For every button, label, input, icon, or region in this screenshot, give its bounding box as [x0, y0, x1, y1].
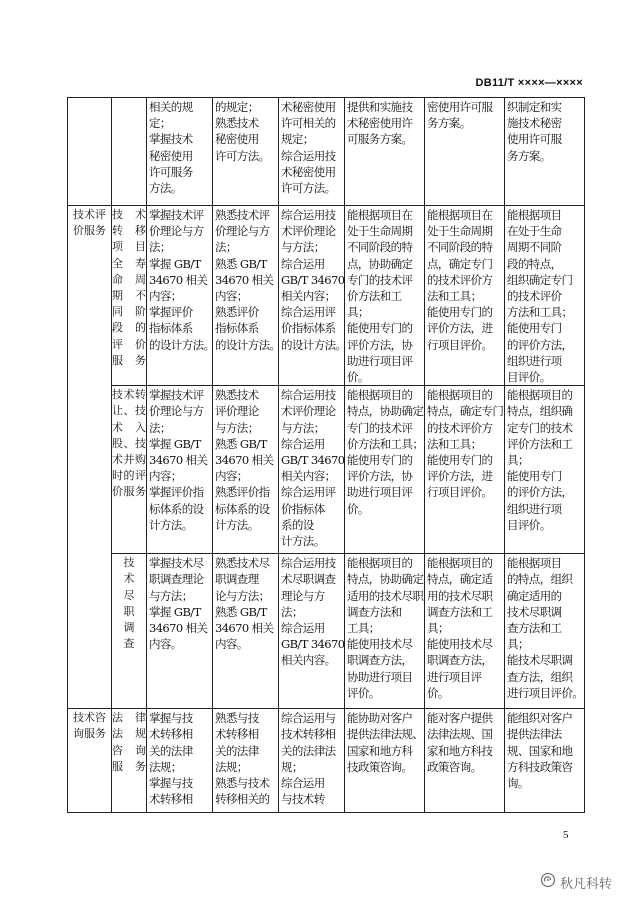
level-cell-1: 掌握技术尽 职调查理论 与方法； 掌握 GB/T 34670 相关 内容。	[147, 554, 213, 709]
watermark	[540, 873, 612, 891]
level-cell-3: 综合运用技 术评价理论 与方法； 综合运用 GB/T 34670 相关内容； 综合运用评 价指标体系 的设计方法。	[279, 206, 345, 386]
level-cell-3: 综合运用与 技术转移相 关的法律法 规； 综合运用 与技术转	[279, 709, 345, 813]
table-row	[68, 709, 585, 813]
level-cell-5: 能根据项目在 处于生命周期 不同阶段的特 点，确定专门 的技术评价方 法和工具； 能使用专门的 评价方法，进 行项目评价。	[425, 206, 505, 386]
table-row	[68, 554, 585, 709]
table-row	[68, 98, 585, 206]
level-cell-4: 能根据项目的 特点，协助确定 专门的技术评 价方法和工具； 能使用专门的 评价方法，协 助进行项目评 价。	[345, 386, 425, 554]
level-cell-5: 密使用许可服 务方案。	[425, 98, 505, 206]
level-cell-4: 提供和实施技 术秘密使用许 可服务方案。	[345, 98, 425, 206]
level-cell-6: 能根据项目 在处于生命 周期不同阶 段的特点， 组织确定专门 的技术评价 方法和工具； 能使用专门 的评价方法， 组织进行项 目评价。	[505, 206, 585, 386]
level-cell-4: 能根据项目的 特点，协助确定 适用的技术尽职 调查方法和 工具； 能使用技术尽 职调查方法， 协助进行项目 评价。	[345, 554, 425, 709]
level-cell-1: 相关的规 定； 掌握技术 秘密使用 许可服务 方法。	[147, 98, 213, 206]
document-code: DB11/T ××××—××××	[475, 77, 583, 89]
category-cell: 技术咨 询服务	[68, 709, 112, 813]
service-item-cell: 技术 转移 项目 全寿 命周 期不 同阶 段的 评价 服务	[112, 206, 147, 386]
service-item-cell: 技 术 尽 职 调 查	[112, 554, 147, 709]
level-cell-1: 掌握技术评 价理论与方 法； 掌握 GB/T 34670 相关 内容； 掌握评价指 标体系的设 计方法。	[147, 386, 213, 554]
service-item-cell: 法律 法规 咨询 服务	[112, 709, 147, 813]
service-item-cell: 技术转 让、技 术入 股、技 术并购 时的评 价服务	[112, 386, 147, 554]
level-cell-5: 能根据项目的 特点，确定适 用的技术尽职 调查方法和工 具； 能使用技术尽 职调查方法， 进行项目评 价。	[425, 554, 505, 709]
level-cell-1: 掌握技术评 价理论与方 法； 掌握 GB/T 34670 相关 内容； 掌握评价 指标体系 的设计方法。	[147, 206, 213, 386]
level-cell-3: 综合运用技 术评价理论 与方法； 综合运用 GB/T 34670 相关内容； 综合运用评 价指标体 系的设 计方法。	[279, 386, 345, 554]
level-cell-6: 能根据项目的 特点，组织确 定专门的技术 评价方法和工 具； 能使用专门 的评价方法， 组织进行项 目评价。	[505, 386, 585, 554]
level-cell-6: 能根据项目 的特点，组织 确定适用的 技术尽职调 查方法和工 具； 能技术尽职调 查方法，组织 进行项目评价。	[505, 554, 585, 709]
level-cell-2: 的规定； 熟悉技术 秘密使用 许可方法。	[213, 98, 279, 206]
level-cell-6: 能组织对客户 提供法律法 规、国家和地 方科技政策咨 询。	[505, 709, 585, 813]
level-cell-1: 掌握与技 术转移相 关的法律 法规； 掌握与技 术转移相	[147, 709, 213, 813]
category-cell: 技术评 价服务	[68, 206, 112, 709]
level-cell-4: 能根据项目在 处于生命周期 不同阶段的特 点，协助确定 专门的技术评 价方法和工 具； 能使用专门的 评价方法，协 助进行项目评 价。	[345, 206, 425, 386]
service-item-cell	[112, 98, 147, 206]
level-cell-2: 熟悉技术评 价理论与方 法； 熟悉 GB/T 34670 相关 内容； 熟悉评价 指标体系 的设计方法。	[213, 206, 279, 386]
level-cell-2: 熟悉技术尽 职调查理 论与方法； 熟悉 GB/T 34670 相关 内容。	[213, 554, 279, 709]
level-cell-3: 综合运用技 术尽职调查 理论与方 法； 综合运用 GB/T 34670 相关内容。	[279, 554, 345, 709]
level-cell-6: 织制定和实 施技术秘密 使用许可服 务方案。	[505, 98, 585, 206]
level-cell-5: 能对客户提供 法律法规、国 家和地方科技 政策咨询。	[425, 709, 505, 813]
watermark-text: 秋凡科转	[560, 876, 613, 892]
level-cell-2: 熟悉技术 评价理论 与方法； 熟悉 GB/T 34670 相关 内容； 熟悉评价指 标体系的设 计方法。	[213, 386, 279, 554]
level-cell-3: 术秘密使用 许可相关的 规定； 综合运用技 术秘密使用 许可方法。	[279, 98, 345, 206]
level-cell-4: 能协助对客户 提供法律法规、 国家和地方科 技政策咨询。	[345, 709, 425, 813]
table-row	[68, 206, 585, 386]
wechat-official-account-icon	[540, 872, 556, 892]
competency-table	[67, 97, 585, 813]
table-row	[68, 386, 585, 554]
page-number: 5	[563, 829, 569, 841]
level-cell-5: 能根据项目的 特点，确定专门 的技术评价方 法和工具； 能使用专门的 评价方法，进 行项目评价。	[425, 386, 505, 554]
category-cell	[68, 98, 112, 206]
level-cell-2: 熟悉与技 术转移相 关的法律 法规； 熟悉与技术 转移相关的	[213, 709, 279, 813]
